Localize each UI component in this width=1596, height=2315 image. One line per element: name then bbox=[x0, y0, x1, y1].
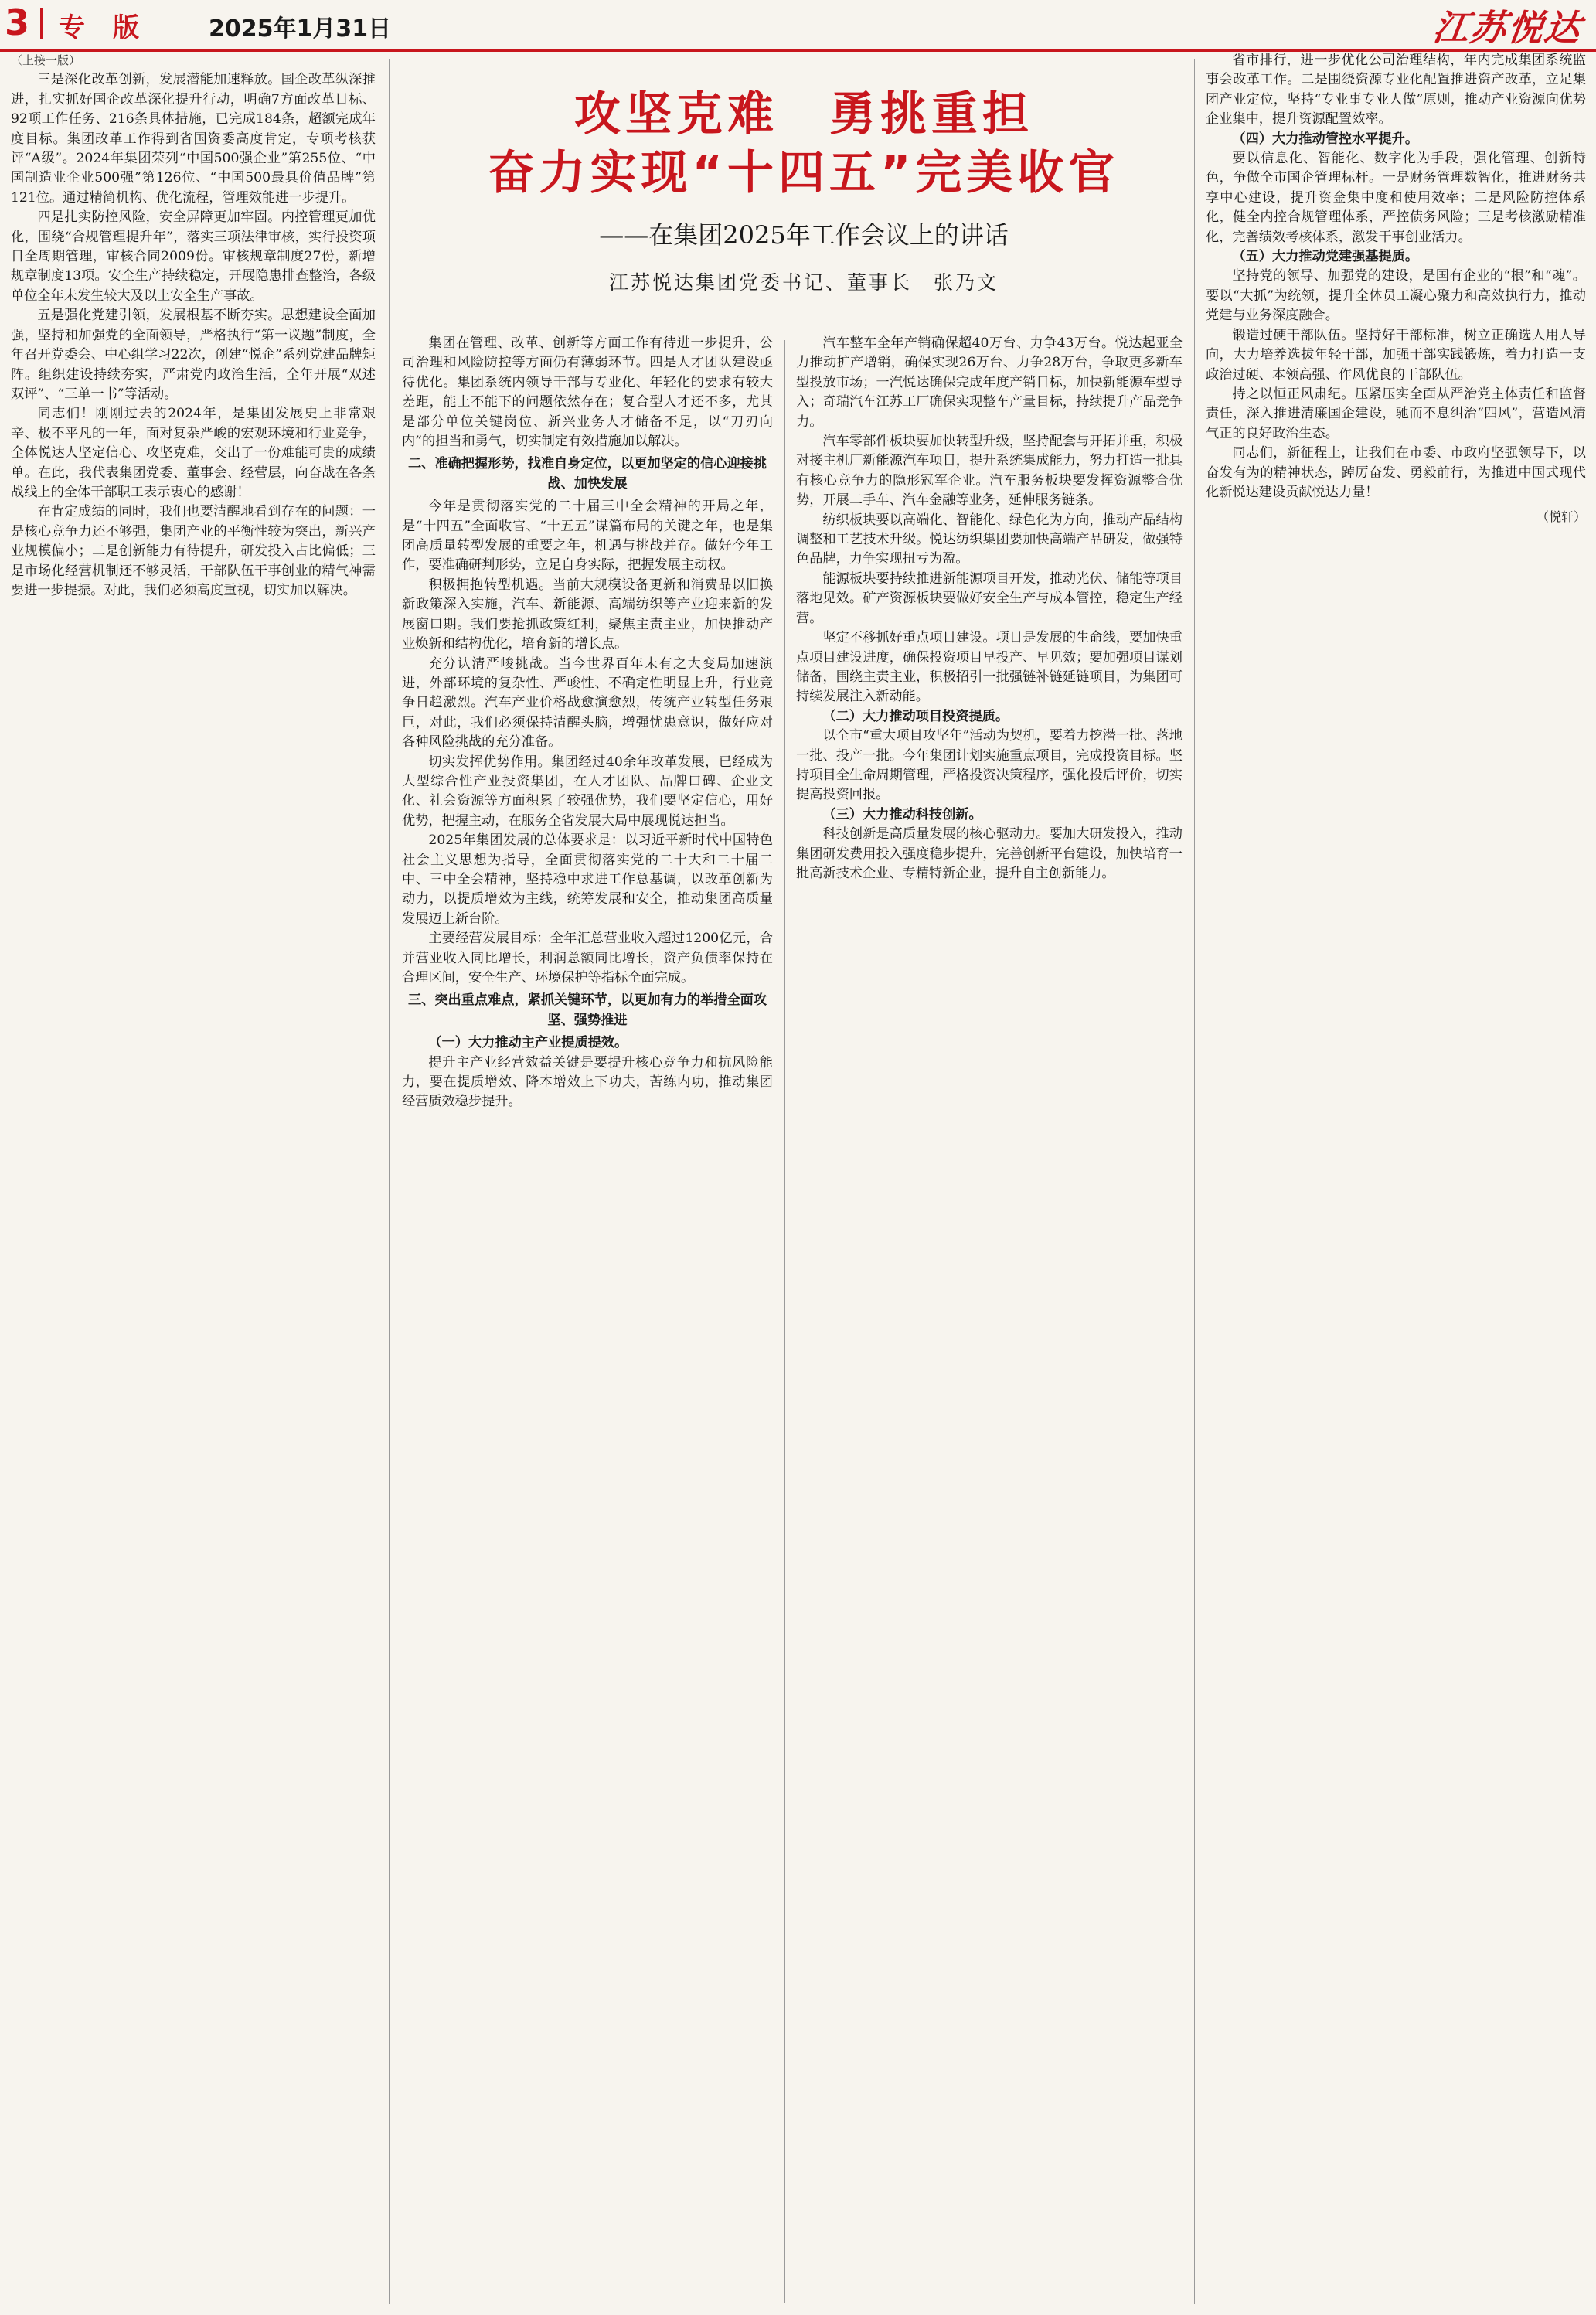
body-paragraph: 汽车零部件板块要加快转型升级，坚持配套与开拓并重，积极对接主机厂新能源汽车项目，提升系统集成能力，努力打造一批具有核心竞争力的隐形冠军企业。汽车服务板块要发挥资源整合优势，开展二手车、汽车金融等业务，延伸服务链条。 bbox=[796, 434, 1183, 509]
newspaper-logo: 江苏悦达 bbox=[1430, 7, 1585, 49]
body-paragraph: 同志们！刚刚过去的2024年，是集团发展史上非常艰辛、极不平凡的一年，面对复杂严峻的宏观环境和行业竞争，全体悦达人坚定信心、攻坚克难，交出了一份难能可贵的成绩单。在此，我代表集团党委、董事会、经营层，向奋战在各条战线上的全体干部职工表示衷心的感谢！ bbox=[11, 406, 376, 500]
body-paragraph: 今年是贯彻落实党的二十届三中全会精神的开局之年，是“十四五”全面收官、“十五五”谋篇布局的关键之年，也是集团高质量转型发展的重要之年，机遇与挑战并存。做好今年工作，要准确研判形势，立足自身实际，把握发展主动权。 bbox=[402, 499, 773, 574]
headline-line-1: 攻坚克难 勇挑重担 bbox=[574, 87, 1033, 141]
body-paragraph: 汽车整车全年产销确保超40万台、力争43万台。悦达起亚全力推动扩产增销，确保实现26万台、力争28万台，争取更多新车型投放市场；一汽悦达确保完成年度产销目标，加快新能源车型导入；奇瑞汽车江苏工厂确保实现整车产量目标，持续提升产品竞争力。 bbox=[796, 335, 1183, 430]
subsection-heading: （三）大力推动科技创新。 bbox=[822, 806, 982, 822]
body-paragraph: 持之以恒正风肃纪。压紧压实全面从严治党主体责任和监督责任，深入推进清廉国企建设，驰而不息纠治“四风”，营造风清气正的良好政治生态。 bbox=[1206, 386, 1586, 441]
masthead bbox=[0, 0, 1596, 52]
body-paragraph: 三是深化改革创新，发展潜能加速释放。国企改革纵深推进，扎实抓好国企改革深化提升行动，明确7方面改革目标、92项工作任务、216条具体措施，已完成184条，超额完成年度目标。集团改革工作得到省国资委高度肯定，专项考核获评“A级”。2024年集团荣列“中国500强企业”第255位、“中国制造业企业500强”第126位、“中国500最具价值品牌”第121位。通过精简机构、优化流程，管理效能进一步提升。 bbox=[11, 72, 376, 206]
subsection-heading: （一）大力推动主产业提质提效。 bbox=[428, 1035, 628, 1051]
body-paragraph: 主要经营发展目标：全年汇总营业收入超过1200亿元，合并营业收入同比增长，利润总额同比增长，资产负债率保持在合理区间，安全生产、环境保护等指标全面完成。 bbox=[402, 931, 773, 986]
body-paragraph: 2025年集团发展的总体要求是：以习近平新时代中国特色社会主义思想为指导，全面贯彻落实党的二十大和二十届二中、三中全会精神，坚持稳中求进工作总基调，以改革创新为动力，以提质增效为主线，统筹发展和安全，推动集团高质量发展迈上新台阶。 bbox=[402, 832, 773, 927]
body-paragraph: 同志们，新征程上，让我们在市委、市政府坚强领导下，以奋发有为的精神状态，踔厉奋发、勇毅前行，为推进中国式现代化新悦达建设贡献悦达力量！ bbox=[1206, 445, 1586, 500]
headline-block bbox=[402, 85, 1206, 295]
body-paragraph: 五是强化党建引领，发展根基不断夯实。思想建设全面加强，坚持和加强党的全面领导，严格执行“第一议题”制度，全年召开党委会、中心组学习22次，创建“悦企”系列党建品牌矩阵。组织建设持续夯实，严肃党内政治生活，全年开展“双述双评”、“三单一书”等活动。 bbox=[11, 308, 376, 402]
continued-note: （上接一版） bbox=[11, 53, 81, 67]
column-divider bbox=[784, 340, 785, 2303]
body-paragraph: 提升主产业经营效益关键是要提升核心竞争力和抗风险能力，要在提质增效、降本增效上下功夫，苦练内功，推动集团经营质效稳步提升。 bbox=[402, 1054, 773, 1110]
body-paragraph: 坚持党的领导、加强党的建设，是国有企业的“根”和“魂”。要以“大抓”为统领，提升全体员工凝心聚力和高效执行力，推动党建与业务深度融合。 bbox=[1206, 268, 1586, 324]
section-heading: 三、突出重点难点，紧抓关键环节，以更加有力的举措全面攻坚、强势推进 bbox=[407, 992, 767, 1028]
body-paragraph: 能源板块要持续推进新能源项目开发，推动光伏、储能等项目落地见效。矿产资源板块要做好安全生产与成本管控，稳定生产经营。 bbox=[796, 570, 1183, 626]
article-subtitle: ——在集团2025年工作会议上的讲话 bbox=[599, 220, 1009, 250]
body-paragraph: 集团在管理、改革、创新等方面工作有待进一步提升，公司治理和风险防控等方面仍有薄弱环节。四是人才团队建设亟待优化。集团系统内领导干部与专业化、年轻化的要求有较大差距，能上不能下的问题依然存在；复合型人才还不多，尤其是部分单位关键岗位、新兴业务人才储备不足，以“刀刃向内”的担当和勇气，切实制定有效措施加以解决。 bbox=[402, 335, 773, 450]
masthead-divider bbox=[40, 8, 43, 39]
page-number: 3 bbox=[5, 2, 30, 43]
body-paragraph: 要以信息化、智能化、数字化为手段，强化管理、创新特色，争做全市国企管理标杆。一是财务管理数智化，推进财务共享中心建设，提升资金集中度和使用效率；二是风险防控体系化，健全内控合规管理体系，严控债务风险；三是考核激励精准化，完善绩效考核体系，激发干事创业活力。 bbox=[1206, 151, 1586, 245]
body-paragraph: 在肯定成绩的同时，我们也要清醒地看到存在的问题：一是核心竞争力还不够强，集团产业的平衡性较为突出，新兴产业规模偏小；二是创新能力有待提升，研发投入占比偏低；三是市场化经营机制还不够灵活，干部队伍干事创业的精气神需要进一步提振。对此，我们必须高度重视，切实加以解决。 bbox=[11, 504, 376, 598]
headline-line-2: 奋力实现“十四五”完美收官 bbox=[488, 146, 1120, 200]
body-paragraph: 切实发挥优势作用。集团经过40余年改革发展，已经成为大型综合性产业投资集团，在人才团队、品牌口碑、企业文化、社会资源等方面积累了较强优势，我们要坚定信心，用好优势，把握主动，在服务全省发展大局中展现悦达担当。 bbox=[402, 754, 773, 829]
body-paragraph: 锻造过硬干部队伍。坚持好干部标准，树立正确选人用人导向，大力培养选拔年轻干部，加强干部实践锻炼，着力打造一支政治过硬、本领高强、作风优良的干部队伍。 bbox=[1206, 327, 1586, 383]
body-paragraph: 充分认清严峻挑战。当今世界百年未有之大变局加速演进，外部环境的复杂性、严峻性、不确定性明显上升，行业竞争日趋激烈。汽车产业价格战愈演愈烈，传统产业转型任务艰巨，对此，我们必须保持清醒头脑，增强忧患意识，做好应对各种风险挑战的充分准备。 bbox=[402, 655, 773, 751]
article-column-4 bbox=[1206, 51, 1586, 2306]
column-divider bbox=[389, 59, 390, 2304]
signoff: （悦轩） bbox=[1536, 509, 1586, 525]
body-paragraph: 四是扎实防控风险，安全屏障更加牢固。内控管理更加优化，围绕“合规管理提升年”，落实三项法律审核，实行投资项目全周期管理，审核合同2009份。审核规章制度27份，新增规章制度13项。安全生产持续稳定，开展隐患排查整治，各级单位全年未发生较大及以上安全生产事故。 bbox=[11, 209, 376, 304]
column-divider bbox=[1194, 59, 1195, 2304]
article-column-3 bbox=[796, 334, 1183, 2306]
section-label: 专版 bbox=[59, 12, 167, 43]
subsection-heading: （四）大力推动管控水平提升。 bbox=[1232, 131, 1419, 147]
body-paragraph: 以全市“重大项目攻坚年”活动为契机，要着力挖潜一批、落地一批、投产一批。今年集团计划实施重点项目，完成投资目标。坚持项目全生命周期管理，严格投资决策程序，强化投后评价，切实提高投资回报。 bbox=[796, 728, 1183, 803]
article-byline: 江苏悦达集团党委书记、董事长 张乃文 bbox=[608, 271, 999, 294]
issue-date: 2025年1月31日 bbox=[209, 15, 392, 43]
subsection-heading: （二）大力推动项目投资提质。 bbox=[822, 708, 1009, 724]
body-paragraph: 坚定不移抓好重点项目建设。项目是发展的生命线，要加快重点项目建设进度，确保投资项目早投产、早见效；要加强项目谋划储备，围绕主责主业，积极招引一批强链补链延链项目，为集团可持续发展注入新动能。 bbox=[796, 630, 1183, 705]
section-heading: 二、准确把握形势，找准自身定位，以更加坚定的信心迎接挑战、加快发展 bbox=[407, 456, 767, 492]
body-paragraph: 省市排行，进一步优化公司治理结构，年内完成集团系统监事会改革工作。二是围绕资源专业化配置推进资产改革，立足集团产业定位，坚持“专业事专业人做”原则，推动产业资源向优势企业集中，提升资源配置效率。 bbox=[1206, 53, 1586, 128]
article-column-1 bbox=[11, 51, 376, 2306]
body-paragraph: 积极拥抱转型机遇。当前大规模设备更新和消费品以旧换新政策深入实施，汽车、新能源、高端纺织等产业迎来新的发展窗口期。我们要抢抓政策红利，聚焦主责主业，加快推动产业焕新和结构优化，培育新的增长点。 bbox=[402, 577, 773, 652]
body-paragraph: 科技创新是高质量发展的核心驱动力。要加大研发投入，推动集团研发费用投入强度稳步提升，完善创新平台建设，加快培育一批高新技术企业、专精特新企业，提升自主创新能力。 bbox=[796, 826, 1183, 881]
article-column-2 bbox=[402, 334, 773, 2306]
body-paragraph: 纺织板块要以高端化、智能化、绿色化为方向，推动产品结构调整和工艺技术升级。悦达纺织集团要加快高端产品研发，做强特色品牌，力争实现扭亏为盈。 bbox=[796, 512, 1183, 567]
subsection-heading: （五）大力推动党建强基提质。 bbox=[1232, 249, 1419, 265]
